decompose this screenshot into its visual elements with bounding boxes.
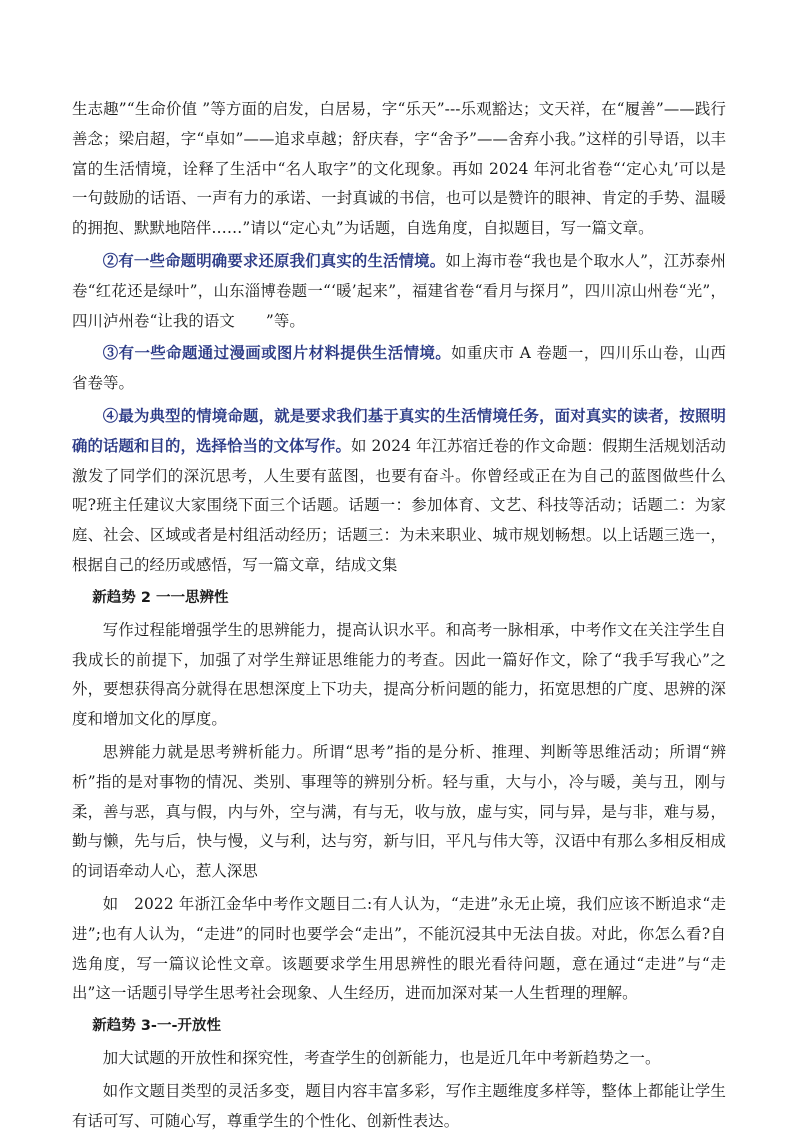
paragraph-critical-thinking: 写作过程能增强学生的思辨能力，提高认识水平。和高考一脉相承，中考作文在关注学生自我成长的前提下，加强了对学生辩证思维能力的考查。因此一篇好作文，除了“我手写我心”之外，要想获得高分就得在思想深度上下功夫，提高分析问题的能力，拓宽思想的广度、思辨的深度和增加文化的厚度。 [72, 620, 726, 729]
paragraph-text: 如重庆市 A 卷题一，四川乐山卷，山西省卷等。 [72, 344, 726, 393]
paragraph-real-life-situation [72, 247, 726, 336]
paragraph-jinhua-example: 如 2022 年浙江金华中考作文题目二:有人认为，“走进”永无止境，我们应该不断追求“走进”;也有人认为，“走进”的同时也要学会“走出”，不能沉浸其中无法自拔。对此，你怎么看?自选角度，写一篇议论性文章。该题要求学生用思辨性的眼光看待问题，意在通过“走进”与“走出”这一话题引导学生思考社会现象、人生经历，进而加深对某一人生哲理的理解。 [72, 894, 726, 1003]
paragraph-thinking-definition: 思辨能力就是思考辨析能力。所谓“思考”指的是分析、推理、判断等思维活动；所谓“辨析”指的是对事物的情况、类别、事理等的辨别分析。轻与重，大与小，冷与暖，美与丑，刚与柔，善与恶，真与假，内与外，空与满，有与无，收与放，虚与实，同与异，是与非，难与易，勤与懒，先与后，快与慢，义与利，达与穷，新与旧，平凡与伟大等，汉语中有那么多相反相成的词语牵动人心，惹人深思 [72, 742, 726, 881]
paragraph-text: 如 2024 年江苏宿迁卷的作文命题：假期生活规划活动激发了同学们的深沉思考，人生要有蓝图，也要有奋斗。你曾经或正在为自己的蓝图做些什么呢?班主任建议大家围绕下面三个话题。话题一：参加体育、文艺、科技等活动；话题二：为家庭、社会、区域或者是村组活动经历；话题三：为未来职业、城市规划畅想。以上话题三选一，根据自己的经历或感悟，写一篇文章，结成文集 [72, 436, 726, 574]
section-heading-trend-2: 新趋势 2 一一思辨性 [92, 589, 229, 606]
highlighted-point-2: ②有一些命题明确要求还原我们真实的生活情境。 [102, 251, 446, 270]
document-body [72, 95, 726, 1140]
paragraph-text: 如上海市卷“我也是个取水人”，江苏泰州卷“红花还是绿叶”，山东淄博卷题一“‘暖’起来”，福建省卷“看月与探月”，四川凉山州卷“光”，四川泸州卷“让我的语文 ”等。 [72, 251, 726, 330]
paragraph-comic-material [72, 339, 726, 399]
section-heading-trend-3: 新趋势 3-一-开放性 [92, 1018, 221, 1035]
highlighted-point-3: ③有一些命题通过漫画或图片材料提供生活情境。 [102, 344, 452, 363]
paragraph-openness: 加大试题的开放性和探究性，考查学生的创新能力，也是近几年中考新趋势之一。 [102, 1049, 661, 1068]
highlighted-point-4: ④最为典型的情境命题，就是要求我们基于真实的生活情境任务，面对真实的读者，按照明确的话题和目的，选择恰当的文体写作。 [72, 406, 726, 455]
paragraph-typical-situation [72, 402, 726, 581]
paragraph-intro-examples: 生志趣”“生命价值 ”等方面的启发，白居易，字“乐天”---乐观豁达；文天祥，在“履善”——践行善念；梁启超，字“卓如”——追求卓越；舒庆春，字“舍予”——舍弃小我。”这样的引导语，以丰富的生活情境，诠释了生活中“名人取字”的文化现象。再如 2024 年河北省卷“‘定心丸’可以是一句鼓励的话语、一声有力的承诺、一封真诚的书信，也可以是赞许的眼神、肯定的手势、温暖的拥抱、默默地陪伴……”请以“定心丸”为话题，自选角度，自拟题目，写一篇文章。 [72, 100, 726, 238]
paragraph-flexibility: 如作文题目类型的灵活多变，题目内容丰富多彩，写作主题维度多样等，整体上都能让学生有话可写、可随心写，尊重学生的个性化、创新性表达。 [72, 1081, 726, 1130]
